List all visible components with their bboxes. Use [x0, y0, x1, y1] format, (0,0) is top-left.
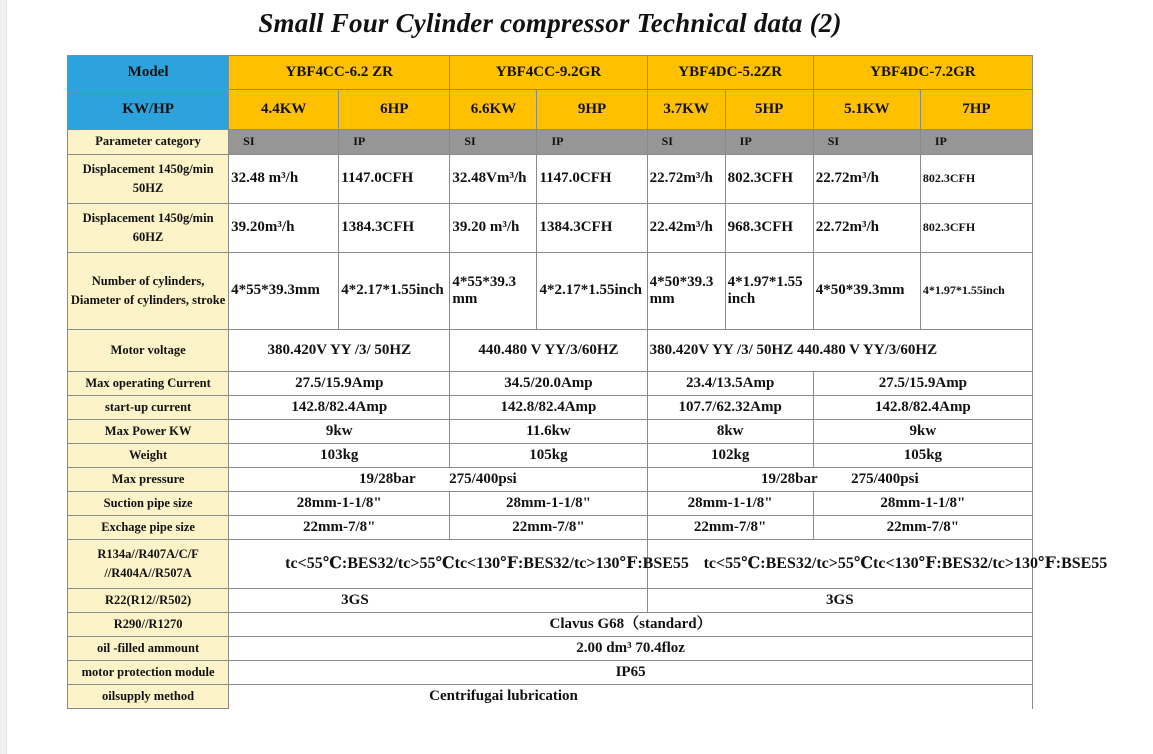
kwhp-label: KW/HP	[68, 90, 229, 130]
suction-row	[68, 492, 1033, 516]
value-cell: 107.7/62.32Amp	[647, 396, 813, 420]
weight-row	[68, 444, 1033, 468]
param-category-row	[68, 130, 1033, 155]
displacement-50hz-row	[68, 155, 1033, 204]
value-cell: 4*50*39.3 mm	[647, 253, 725, 330]
value-cell: 4*55*39.3mm	[229, 253, 339, 330]
value-cell: 3GS	[647, 589, 1032, 613]
category-cell: SI	[229, 130, 339, 155]
kw-value: 3.7KW	[647, 90, 725, 130]
value-cell: 142.8/82.4Amp	[813, 396, 1032, 420]
refrigerant-row	[68, 540, 1033, 589]
value-cell: 19/28bar 275/400psi	[229, 468, 647, 492]
hp-value: 5HP	[725, 90, 813, 130]
category-cell: IP	[339, 130, 450, 155]
row-label: Max pressure	[68, 468, 229, 492]
value-cell: 28mm-1-1/8"	[229, 492, 450, 516]
model-name: YBF4CC-9.2GR	[450, 56, 647, 90]
value-cell: Clavus G68（standard）	[229, 613, 1033, 637]
value-cell: 103kg	[229, 444, 450, 468]
value-cell: 380.420V YY /3/ 50HZ	[229, 330, 450, 372]
category-cell: IP	[920, 130, 1032, 155]
value-cell: 22.72m³/h	[813, 155, 920, 204]
max-current-row	[68, 372, 1033, 396]
row-label: Number of cylinders, Diameter of cylinders, stroke	[68, 253, 229, 330]
row-label: R134a//R407A/C/F //R404A//R507A	[68, 540, 229, 589]
value-cell: 28mm-1-1/8"	[450, 492, 647, 516]
value-cell: 32.48Vm³/h	[450, 155, 537, 204]
value-cell: 102kg	[647, 444, 813, 468]
row-label: Displacement 1450g/min 50HZ	[68, 155, 229, 204]
row-label: R22(R12//R502)	[68, 589, 229, 613]
value-cell: 4*2.17*1.55inch	[537, 253, 647, 330]
page-title: Small Four Cylinder compressor Technical data (2)	[258, 8, 842, 38]
value-cell: 22.72m³/h	[813, 204, 920, 253]
value-cell: 39.20 m³/h	[450, 204, 537, 253]
value-cell: 34.5/20.0Amp	[450, 372, 647, 396]
value-cell: 4*1.97*1.55 inch	[725, 253, 813, 330]
value-cell: 142.8/82.4Amp	[450, 396, 647, 420]
model-name: YBF4DC-5.2ZR	[647, 56, 813, 90]
value-cell: 105kg	[813, 444, 1032, 468]
kwhp-row	[68, 90, 1033, 130]
value-cell: 22mm-7/8"	[229, 516, 450, 540]
value-cell: 22mm-7/8"	[813, 516, 1032, 540]
value-cell: 22.42m³/h	[647, 204, 725, 253]
technical-data-table	[67, 55, 1108, 709]
value-cell: 22mm-7/8"	[450, 516, 647, 540]
value-cell: 28mm-1-1/8"	[813, 492, 1032, 516]
row-label: Max Power KW	[68, 420, 229, 444]
value-cell: 32.48 m³/h	[229, 155, 339, 204]
max-power-row	[68, 420, 1033, 444]
category-cell: SI	[450, 130, 537, 155]
kw-value: 6.6KW	[450, 90, 537, 130]
value-cell: 802.3CFH	[725, 155, 813, 204]
value-cell: 22.72m³/h	[647, 155, 725, 204]
value-cell: 1147.0CFH	[339, 155, 450, 204]
window-edge	[0, 0, 7, 754]
value-cell: 27.5/15.9Amp	[813, 372, 1032, 396]
value-cell: 440.480 V YY/3/60HZ	[450, 330, 647, 372]
category-cell: SI	[647, 130, 725, 155]
value-cell: 11.6kw	[450, 420, 647, 444]
row-label: Weight	[68, 444, 229, 468]
exchange-row	[68, 516, 1033, 540]
value-cell: Centrifugai lubrication	[229, 685, 1033, 709]
value-cell: 23.4/13.5Amp	[647, 372, 813, 396]
hp-value: 7HP	[920, 90, 1032, 130]
value-cell: 8kw	[647, 420, 813, 444]
row-label: Max operating Current	[68, 372, 229, 396]
kw-value: 4.4KW	[229, 90, 339, 130]
value-cell: 19/28bar 275/400psi	[647, 468, 1032, 492]
model-name: YBF4DC-7.2GR	[813, 56, 1032, 90]
row-label: Motor voltage	[68, 330, 229, 372]
value-cell: 2.00 dm³ 70.4floz	[229, 637, 1033, 661]
value-cell: 968.3CFH	[725, 204, 813, 253]
model-name: YBF4CC-6.2 ZR	[229, 56, 450, 90]
value-cell: 1384.3CFH	[537, 204, 647, 253]
oil-row	[68, 637, 1033, 661]
motor-protection-row	[68, 661, 1033, 685]
row-label: oilsupply method	[68, 685, 229, 709]
hp-value: 6HP	[339, 90, 450, 130]
cylinders-row	[68, 253, 1033, 330]
value-cell: 380.420V YY /3/ 50HZ 440.480 V YY/3/60HZ	[647, 330, 1032, 372]
value-cell: 1384.3CFH	[339, 204, 450, 253]
row-label: Displacement 1450g/min 60HZ	[68, 204, 229, 253]
value-cell: 3GS	[229, 589, 647, 613]
param-category-label: Parameter category	[68, 130, 229, 155]
max-pressure-row	[68, 468, 1033, 492]
value-cell: 142.8/82.4Amp	[229, 396, 450, 420]
category-cell: IP	[537, 130, 647, 155]
value-cell: 28mm-1-1/8"	[647, 492, 813, 516]
motor-voltage-row	[68, 330, 1033, 372]
model-label: Model	[68, 56, 229, 90]
value-cell: tc<55℃:BES32/tc>55℃tc<130℉:BES32/tc>130℉:BSE55	[229, 540, 647, 589]
value-cell: tc<55℃:BES32/tc>55℃tc<130℉:BES32/tc>130℉:BSE55	[647, 540, 1032, 589]
row-label: Exchage pipe size	[68, 516, 229, 540]
model-row	[68, 56, 1033, 90]
value-cell: IP65	[229, 661, 1033, 685]
r290-row	[68, 613, 1033, 637]
value-cell: 4*1.97*1.55inch	[920, 253, 1032, 330]
category-cell: IP	[725, 130, 813, 155]
value-cell: 39.20m³/h	[229, 204, 339, 253]
row-label: R290//R1270	[68, 613, 229, 637]
category-cell: SI	[813, 130, 920, 155]
value-cell: 22mm-7/8"	[647, 516, 813, 540]
oilsupply-row	[68, 685, 1033, 709]
value-cell: 4*50*39.3mm	[813, 253, 920, 330]
value-cell: 27.5/15.9Amp	[229, 372, 450, 396]
value-cell: 4*2.17*1.55inch	[339, 253, 450, 330]
value-cell: 9kw	[229, 420, 450, 444]
startup-current-row	[68, 396, 1033, 420]
row-label: oil -filled ammount	[68, 637, 229, 661]
displacement-60hz-row	[68, 204, 1033, 253]
row-label: Suction pipe size	[68, 492, 229, 516]
r22-row	[68, 589, 1033, 613]
value-cell: 1147.0CFH	[537, 155, 647, 204]
row-label: motor protection module	[68, 661, 229, 685]
value-cell: 9kw	[813, 420, 1032, 444]
value-cell: 802.3CFH	[920, 155, 1032, 204]
hp-value: 9HP	[537, 90, 647, 130]
value-cell: 802.3CFH	[920, 204, 1032, 253]
value-cell: 105kg	[450, 444, 647, 468]
value-cell: 4*55*39.3 mm	[450, 253, 537, 330]
kw-value: 5.1KW	[813, 90, 920, 130]
row-label: start-up current	[68, 396, 229, 420]
